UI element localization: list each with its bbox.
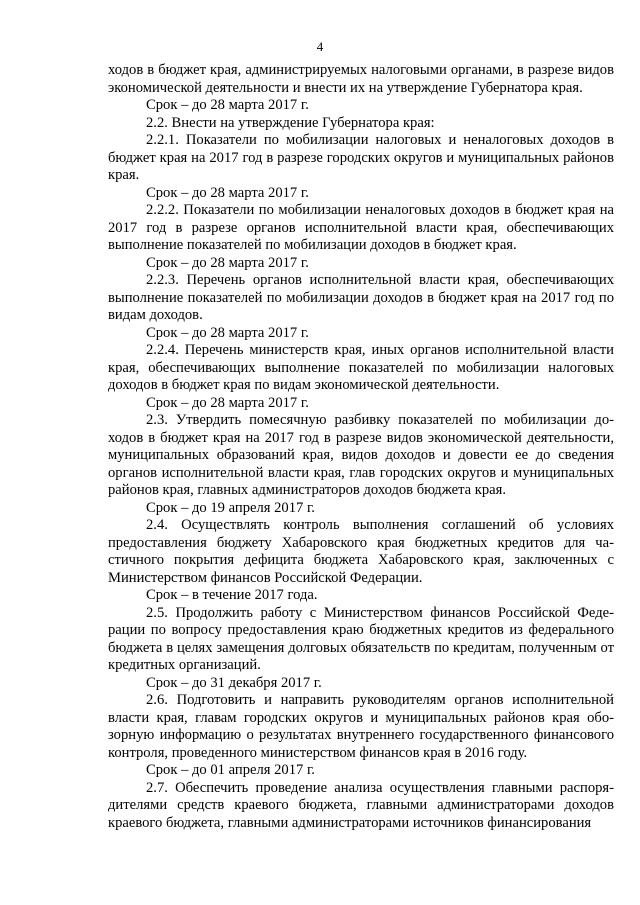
- paragraph-2-2: 2.2. Внести на утверждение Губернатора края:: [146, 114, 435, 131]
- paragraph-2-2-1: 2.2.1. Показатели по мобилизации налоговых и неналоговых доходов в бюджет края на 2017 год в разрезе городских округов и муниципальных районов края.: [108, 132, 614, 183]
- paragraph-2-7: 2.7. Обеспечить проведение анализа осуществления главными распорядителями средств краевого бюджета, главными администраторами доходов краевого бюджета, главными администраторами источников финансирования: [108, 779, 614, 831]
- deadline-paragraph: Срок – до 31 декабря 2017 г.: [146, 674, 322, 691]
- paragraph-2-2-2: 2.2.2. Показатели по мобилизации неналоговых доходов в бюджет края на 2017 год в разрезе органов исполнительной власти края, обеспечивающих выполнение показателей по мобилизации доходов в бюджет края.: [108, 202, 614, 253]
- deadline-paragraph: Срок – до 01 апреля 2017 г.: [146, 762, 315, 778]
- deadline-paragraph: Срок – до 28 марта 2017 г.: [146, 324, 309, 341]
- deadline-paragraph: Срок – до 28 марта 2017 г.: [146, 184, 309, 201]
- paragraph-2-2-3: 2.2.3. Перечень органов исполнительной власти края, обеспечивающих выполнение показателей по мобилизации доходов в бюджет края на 2017 год по видам доходов.: [108, 272, 614, 323]
- document-body: [108, 62, 614, 832]
- deadline-paragraph: Срок – до 19 апреля 2017 г.: [146, 499, 315, 516]
- deadline-paragraph: Срок – до 28 марта 2017 г.: [146, 394, 309, 411]
- paragraph-continuation: ходов в бюджет края, администрируемых налоговыми органами, в разрезе видов экономической деятельности и внести их на утверждение Губернатора края.: [108, 62, 614, 96]
- deadline-paragraph: Срок – в течение 2017 года.: [146, 587, 318, 603]
- paragraph-2-3: 2.3. Утвердить помесячную разбивку показателей по мобилизации доходов в бюджет края на 2017 год в разрезе видов экономической деятельности, муниципальных образований края, видов доходов и довести ее до сведения органов исполнительной власти края, глав городских округов и муниципальных районов края, главных администраторов доходов бюджета края.: [108, 412, 614, 498]
- paragraph-2-6: 2.6. Подготовить и направить руководителям органов исполнительной власти края, главам городских округов и муниципальных районов края обозорную информацию о результатах внутреннего государственного финансового контроля, проведенного министерством финансов края в 2016 году.: [108, 692, 614, 761]
- paragraph-2-5: 2.5. Продолжить работу с Министерством финансов Российской Федерации по вопросу предоставления краю бюджетных кредитов из федерального бюджета в целях замещения долговых обязательств по кредитам, полученным от кредитных организаций.: [108, 604, 614, 673]
- deadline-paragraph: Срок – до 28 марта 2017 г.: [146, 254, 309, 271]
- page-number: 4: [316, 39, 324, 54]
- paragraph-2-2-4: 2.2.4. Перечень министерств края, иных органов исполнительной власти края, обеспечивающих выполнение показателей по мобилизации налоговых доходов в бюджет края по видам экономической деятельности.: [108, 342, 614, 393]
- paragraph-2-4: 2.4. Осуществлять контроль выполнения соглашений об условиях предоставления бюджету Хабаровского края бюджетных кредитов для частичного покрытия дефицита бюджета Хабаровского края, заключенных с Министерством финансов Российской Федерации.: [108, 517, 614, 586]
- deadline-paragraph: Срок – до 28 марта 2017 г.: [146, 97, 309, 113]
